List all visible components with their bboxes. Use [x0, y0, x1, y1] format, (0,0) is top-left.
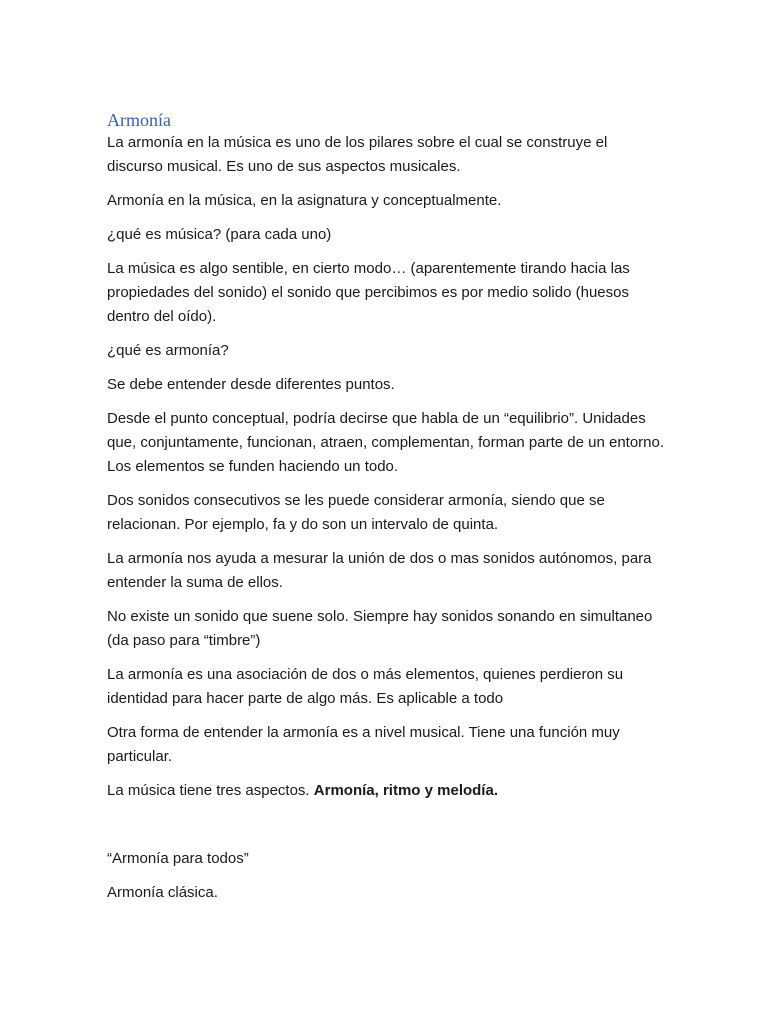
paragraph: Desde el punto conceptual, podría decirse que habla de un “equilibrio”. Unidades que, conjuntamente, funcionan, atraen, complementan, forman parte de un entorno. Los elementos se funden haciendo un todo.: [107, 410, 665, 475]
aspects-bold: Armonía, ritmo y melodía.: [313, 782, 498, 799]
paragraph: Armonía en la música, en la asignatura y conceptualmente.: [107, 192, 502, 209]
paragraph: ¿qué es música? (para cada uno): [107, 226, 332, 243]
paragraph: Otra forma de entender la armonía es a nivel musical. Tiene una función muy particular.: [107, 724, 620, 765]
last-line: Armonía clásica.: [107, 884, 218, 901]
section-heading: Armonía: [107, 110, 171, 130]
aspects-intro: La música tiene tres aspectos.: [107, 782, 314, 799]
paragraph: La armonía es una asociación de dos o más elementos, quienes perdieron su identidad para hacer parte de algo más. Es aplicable a todo: [107, 666, 624, 707]
aspects-paragraph: [107, 779, 667, 803]
paragraph: Dos sonidos consecutivos se les puede considerar armonía, siendo que se relacionan. Por ejemplo, fa y do son un intervalo de quinta.: [107, 492, 605, 533]
paragraph: La música es algo sentible, en cierto modo… (aparentemente tirando hacia las propiedades del sonido) el sonido que percibimos es por medio solido (huesos dentro del oído).: [107, 260, 630, 325]
paragraph: Se debe entender desde diferentes puntos.: [107, 376, 395, 393]
paragraph: ¿qué es armonía?: [107, 342, 229, 359]
paragraph: La armonía en la música es uno de los pilares sobre el cual se construye el discurso musical. Es uno de sus aspectos musicales.: [107, 134, 608, 175]
paragraph: No existe un sonido que suene solo. Siempre hay sonidos sonando en simultaneo (da paso para “timbre”): [107, 608, 653, 649]
document-body: [107, 109, 667, 915]
paragraph: La armonía nos ayuda a mesurar la unión de dos o mas sonidos autónomos, para entender la suma de ellos.: [107, 550, 652, 591]
quote-line: “Armonía para todos”: [107, 850, 249, 867]
blank-line: [107, 813, 667, 847]
